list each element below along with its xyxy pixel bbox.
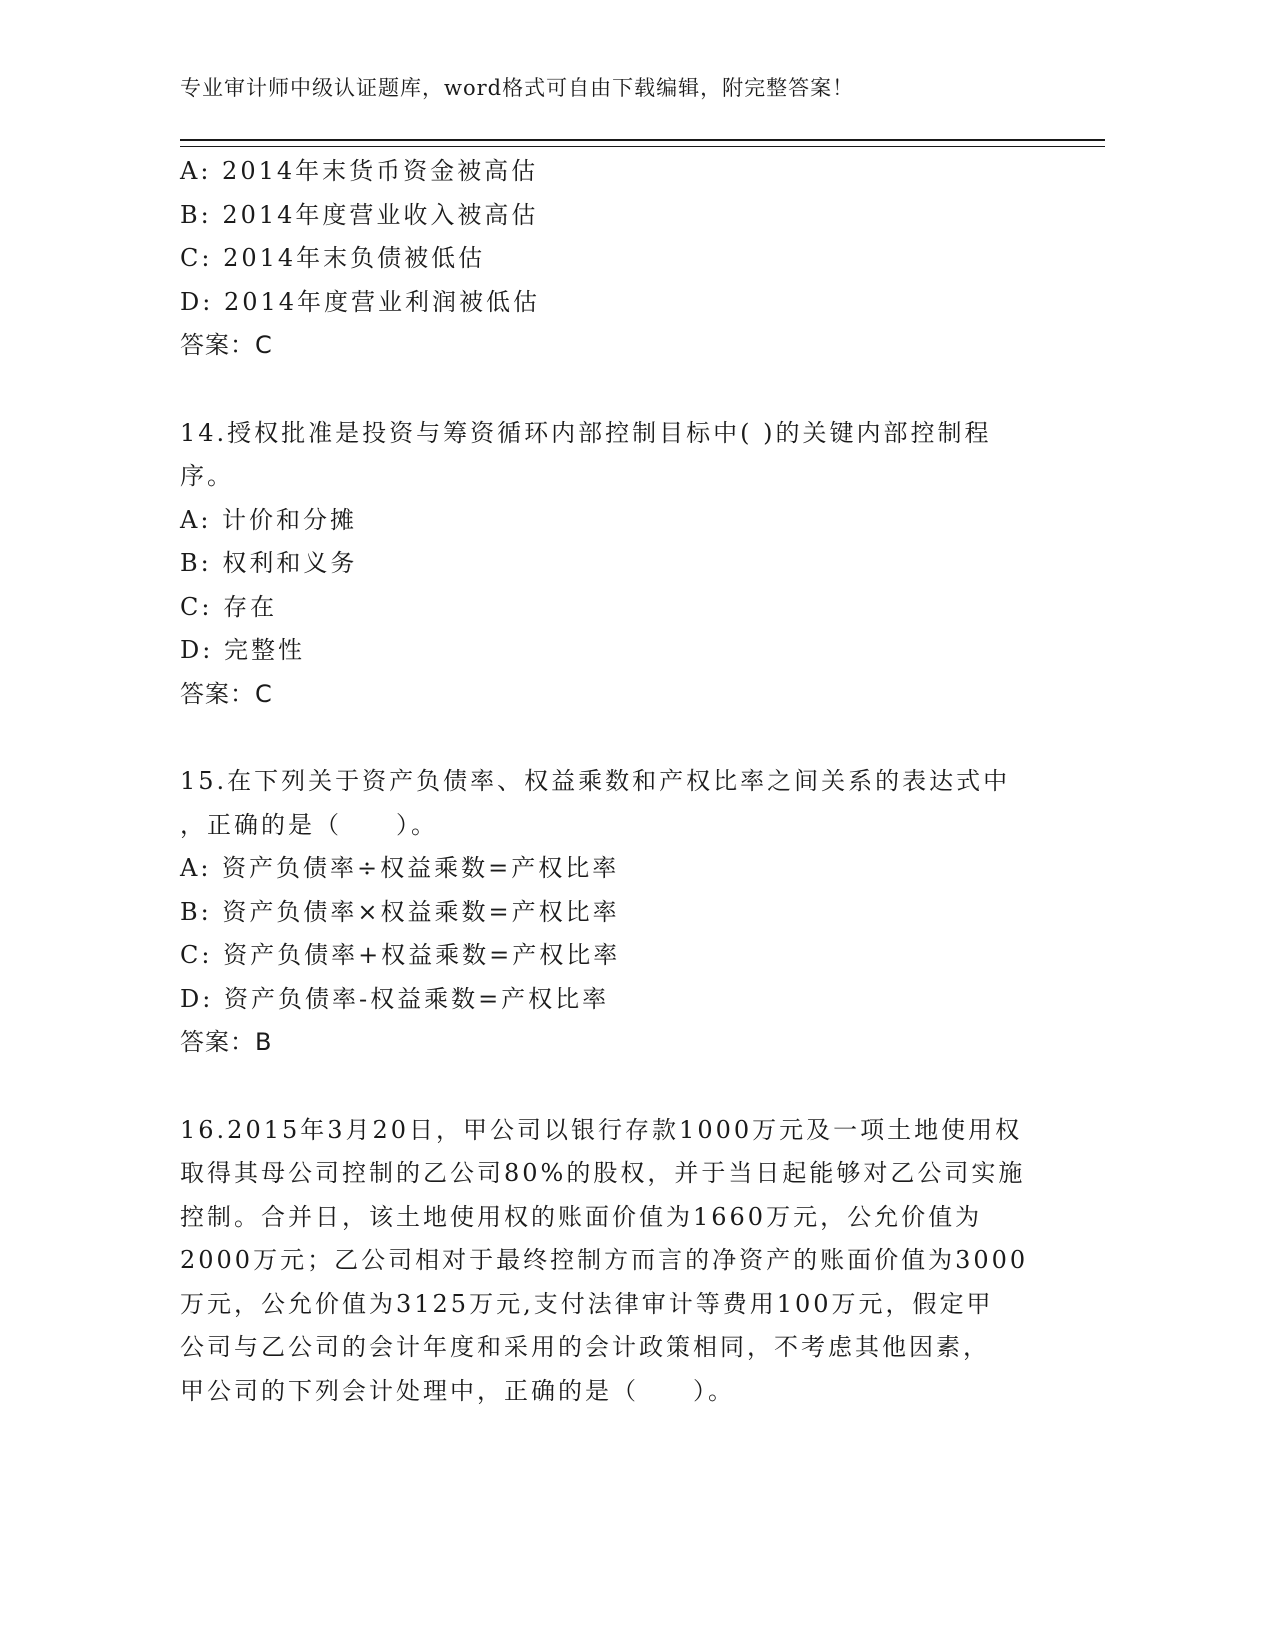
question-16-stem-line: 甲公司的下列会计处理中，正确的是（ ）。 (180, 1376, 735, 1405)
question-15-stem-line: ，正确的是（ ）。 (180, 810, 438, 839)
question-14-answer: 答案：C (180, 679, 273, 708)
option-c: C: 2014年末负债被低估 (180, 244, 486, 272)
option-c: C: 存在 (180, 592, 278, 621)
question-16-stem-line: 公司与乙公司的会计年度和采用的会计政策相同，不考虑其他因素， (180, 1333, 990, 1361)
question-15-stem-line: 15.在下列关于资产负债率、权益乘数和产权比率之间关系的表达式中 (180, 767, 1011, 795)
question-16-stem-line: 控制。合并日，该土地使用权的账面价值为1660万元，公允价值为 (180, 1202, 983, 1231)
option-c: C: 资产负债率+权益乘数=产权比率 (180, 941, 621, 969)
header-rule-thick (180, 139, 1105, 141)
option-d: D: 完整性 (180, 636, 305, 664)
question-14-stem-line: 14.授权批准是投资与筹资循环内部控制目标中( )的关键内部控制程 (180, 418, 992, 447)
question-13-answer: 答案：C (180, 331, 273, 359)
question-16-stem-line: 万元，公允价值为3125万元,支付法律审计等费用100万元，假定甲 (180, 1289, 994, 1318)
option-b: B: 2014年度营业收入被高估 (180, 200, 539, 229)
spacer (180, 716, 1040, 760)
question-15-answer: 答案：B (180, 1028, 273, 1056)
spacer (180, 1065, 1040, 1109)
question-14-stem-line: 序。 (180, 462, 234, 490)
option-a: A: 资产负债率÷权益乘数=产权比率 (180, 854, 620, 882)
option-a: A: 2014年末货币资金被高估 (180, 157, 539, 185)
page-header-text: 专业审计师中级认证题库，word格式可自由下载编辑，附完整答案！ (180, 76, 855, 100)
spacer (180, 368, 1040, 412)
header-rule-thin (180, 146, 1105, 147)
question-13-options (180, 150, 1040, 324)
option-b: B: 资产负债率×权益乘数=产权比率 (180, 897, 620, 926)
question-16-stem-line: 16.2015年3月20日，甲公司以银行存款1000万元及一项土地使用权 (180, 1115, 1023, 1144)
question-content (180, 150, 1040, 1413)
option-b: B: 权利和义务 (180, 549, 358, 577)
question-16-stem-line: 2000万元；乙公司相对于最终控制方而言的净资产的账面价值为3000 (180, 1246, 1029, 1274)
option-d: D: 资产负债率-权益乘数=产权比率 (180, 984, 610, 1013)
option-a: A: 计价和分摊 (180, 505, 358, 534)
option-d: D: 2014年度营业利润被低估 (180, 287, 541, 316)
question-16-stem-line: 取得其母公司控制的乙公司80%的股权，并于当日起能够对乙公司实施 (180, 1159, 1026, 1187)
